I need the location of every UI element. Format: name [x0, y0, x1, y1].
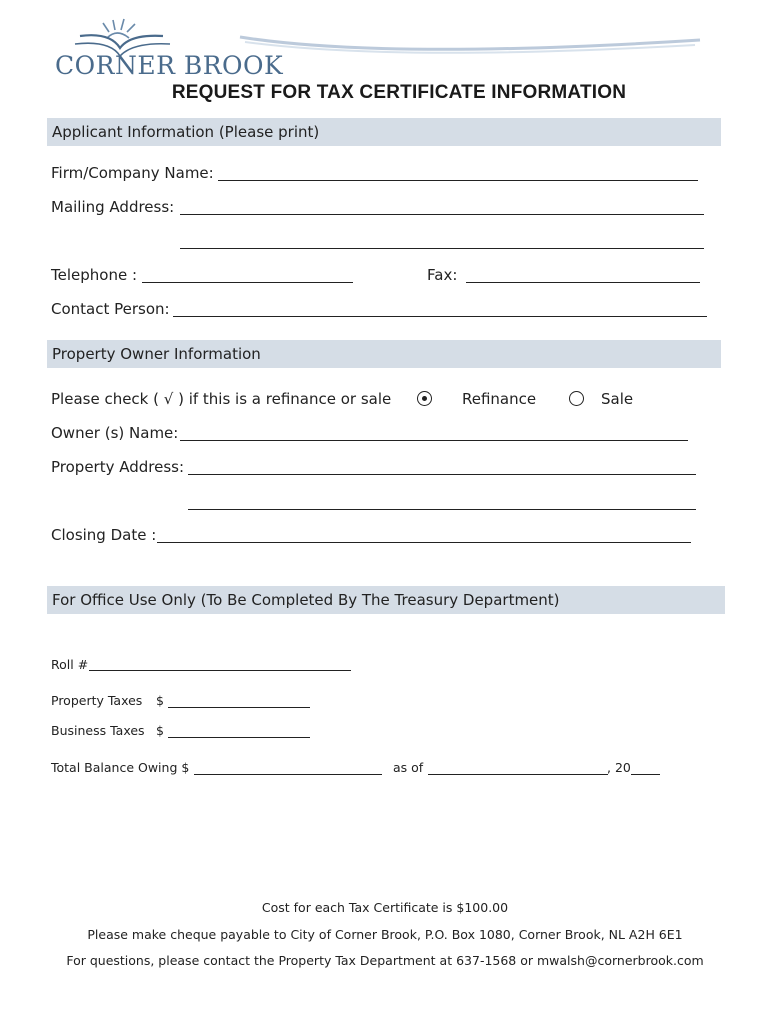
owner-section-heading: Property Owner Information: [47, 340, 721, 368]
firm-field[interactable]: [218, 180, 698, 181]
contact-label: Contact Person:: [51, 300, 170, 318]
telephone-field[interactable]: [142, 282, 353, 283]
mailing-field-1[interactable]: [180, 214, 704, 215]
mailing-field-2[interactable]: [180, 248, 704, 249]
property-address-field-1[interactable]: [188, 474, 696, 475]
firm-label: Firm/Company Name:: [51, 164, 214, 182]
property-address-label: Property Address:: [51, 458, 185, 476]
refinance-sale-question: Please check ( √ ) if this is a refinance or sale: [51, 390, 392, 408]
total-balance-label: Total Balance Owing $: [51, 760, 190, 775]
business-taxes-field[interactable]: [168, 737, 310, 738]
as-of-label: as of: [393, 760, 424, 775]
total-balance-field[interactable]: [194, 774, 382, 775]
refinance-radio[interactable]: [417, 391, 432, 406]
property-taxes-field[interactable]: [168, 707, 310, 708]
svg-text:CORNER BROOK: CORNER BROOK: [55, 51, 284, 80]
sale-radio[interactable]: [569, 391, 584, 406]
fax-label: Fax:: [427, 266, 458, 284]
business-taxes-dollar: $: [156, 723, 164, 738]
roll-label: Roll #: [51, 657, 89, 672]
cheque-note: Please make cheque payable to City of Corner Brook, P.O. Box 1080, Corner Brook, NL A2H 6E1: [87, 927, 683, 942]
year-field[interactable]: [631, 774, 660, 775]
mailing-label: Mailing Address:: [51, 198, 175, 216]
roll-field[interactable]: [89, 670, 351, 671]
business-taxes-label: Business Taxes: [51, 723, 145, 738]
questions-note: For questions, please contact the Property Tax Department at 637-1568 or mwalsh@cornerbrook.com: [66, 953, 704, 968]
closing-date-label: Closing Date :: [51, 526, 157, 544]
refinance-label: Refinance: [462, 390, 537, 408]
cost-note: Cost for each Tax Certificate is $100.00: [261, 900, 509, 915]
property-address-field-2[interactable]: [188, 509, 696, 510]
closing-date-field[interactable]: [157, 542, 691, 543]
sale-label: Sale: [601, 390, 634, 408]
applicant-section-heading: Applicant Information (Please print): [47, 118, 721, 146]
fax-field[interactable]: [466, 282, 700, 283]
owner-name-label: Owner (s) Name:: [51, 424, 179, 442]
year-prefix: , 20: [607, 760, 631, 775]
radio-selected-dot: [422, 396, 427, 401]
as-of-date-field[interactable]: [428, 774, 608, 775]
owner-name-field[interactable]: [180, 440, 688, 441]
office-section-heading: For Office Use Only (To Be Completed By The Treasury Department): [47, 586, 725, 614]
property-taxes-label: Property Taxes: [51, 693, 143, 708]
corner-brook-logo: [55, 12, 705, 82]
telephone-label: Telephone :: [51, 266, 138, 284]
contact-field[interactable]: [173, 316, 707, 317]
property-taxes-dollar: $: [156, 693, 164, 708]
page-title: REQUEST FOR TAX CERTIFICATE INFORMATION: [171, 82, 627, 103]
